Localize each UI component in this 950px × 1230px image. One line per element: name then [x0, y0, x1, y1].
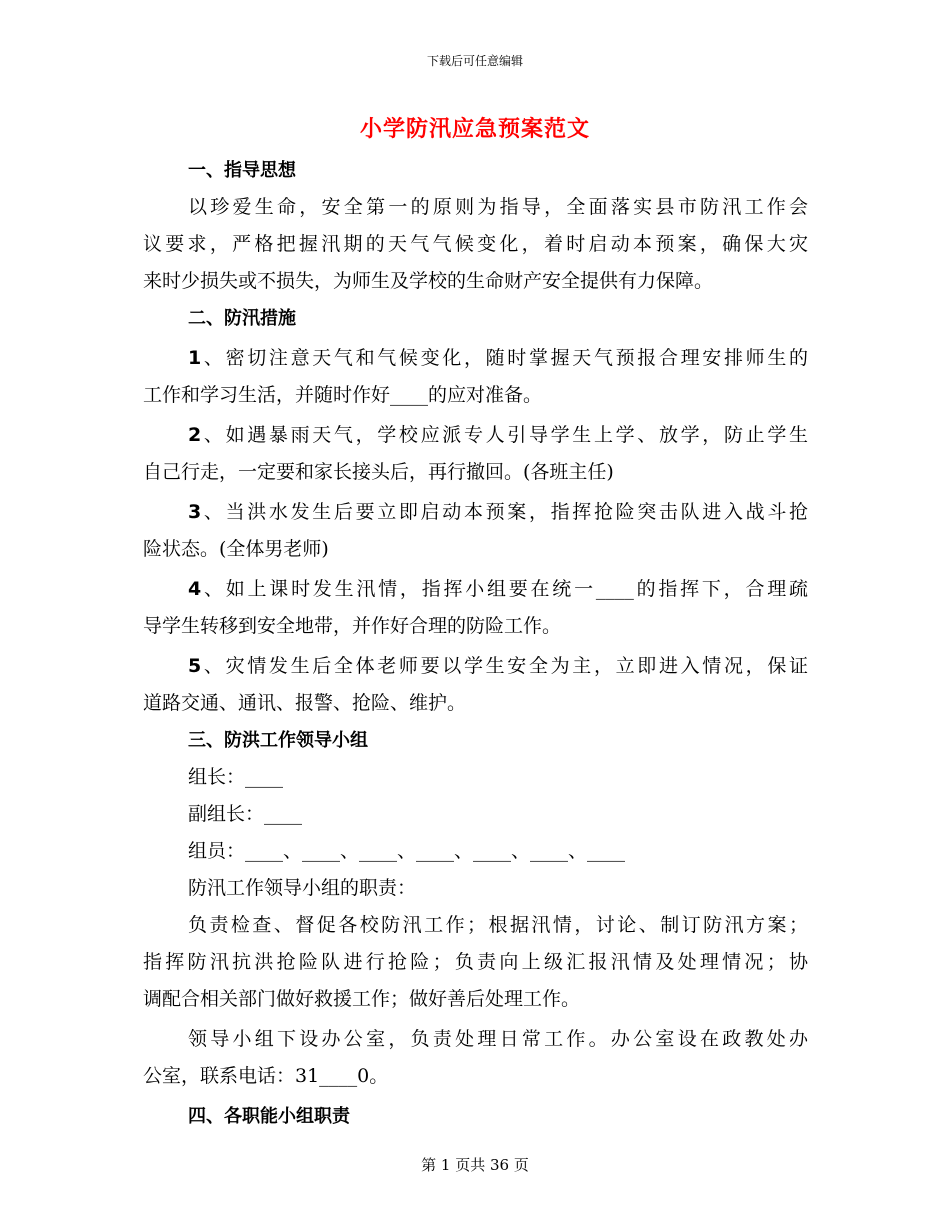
paragraph-line: 调配合相关部门做好救援工作；做好善后处理工作。 [143, 988, 581, 1010]
paragraph-line: 议要求，严格把握汛期的天气气候变化，着时启动本预案，确保大灾 [143, 233, 808, 255]
measure-text: 、如上课时发生汛情，指挥小组要在统一____的指挥下，合理疏 [201, 578, 808, 600]
paragraph-line: 导学生转移到安全地带，并作好合理的防险工作。 [143, 615, 562, 637]
document-body [143, 152, 808, 1135]
paragraph-line: 险状态。(全体男老师) [143, 538, 329, 560]
measure-number: 1 [188, 347, 202, 369]
measure-4-line [143, 571, 808, 608]
measure-number: 5 [188, 655, 202, 677]
measure-text: 、密切注意天气和气候变化，随时掌握天气预报合理安排师生的 [201, 347, 808, 369]
measure-5-line [143, 648, 808, 685]
measure-text: 、当洪水发生后要立即启动本预案，指挥抢险突击队进入战斗抢 [201, 501, 808, 523]
measure-number: 3 [188, 501, 202, 523]
measure-text: 、如遇暴雨天气，学校应派专人引导学生上学、放学，防止学生 [201, 424, 808, 446]
section-heading-guiding-ideology: 一、指导思想 [188, 160, 296, 181]
measure-1-line [143, 340, 808, 377]
paragraph-line: 公室，联系电话：31____0。 [143, 1065, 389, 1087]
duty-title-line: 防汛工作领导小组的职责： [188, 877, 417, 899]
office-line: 领导小组下设办公室，负责处理日常工作。办公室设在政教处办 [188, 1028, 808, 1050]
deputy-leader-line: 副组长：____ [188, 803, 303, 825]
measure-2-line [143, 417, 808, 454]
document-title: 小学防汛应急预案范文 [359, 116, 590, 142]
paragraph-line: 道路交通、通讯、报警、抢险、维护。 [143, 692, 467, 714]
measure-number: 4 [188, 578, 202, 600]
measure-3-line [143, 494, 808, 531]
section-heading-functional-groups: 四、各职能小组职责 [188, 1106, 350, 1127]
paragraph-line: 工作和学习生活，并随时作好____的应对准备。 [143, 384, 543, 406]
section-heading-flood-measures: 二、防汛措施 [188, 308, 296, 329]
group-members-line: 组员：____、____、____、____、____、____、____ [188, 840, 626, 862]
paragraph-line: 自己行走，一定要和家长接头后，再行撤回。(各班主任) [143, 461, 614, 483]
paragraph-line: 负责检查、督促各校防汛工作；根据汛情，讨论、制订防汛方案； [188, 914, 808, 936]
paragraph-line: 来时少损失或不损失，为师生及学校的生命财产安全提供有力保障。 [143, 270, 714, 292]
measure-text: 、灾情发生后全体老师要以学生安全为主，立即进入情况，保证 [201, 655, 808, 677]
measure-number: 2 [188, 424, 202, 446]
section-heading-leadership-group: 三、防洪工作领导小组 [188, 730, 368, 751]
paragraph-line: 以珍爱生命，安全第一的原则为指导，全面落实县市防汛工作会 [188, 196, 808, 218]
page-footer: 第 1 页共 36 页 [421, 1156, 529, 1174]
group-leader-line: 组长：____ [188, 766, 284, 788]
header-note: 下载后可任意编辑 [426, 54, 523, 68]
paragraph-line: 指挥防汛抗洪抢险队进行抢险；负责向上级汇报汛情及处理情况；协 [143, 951, 808, 973]
